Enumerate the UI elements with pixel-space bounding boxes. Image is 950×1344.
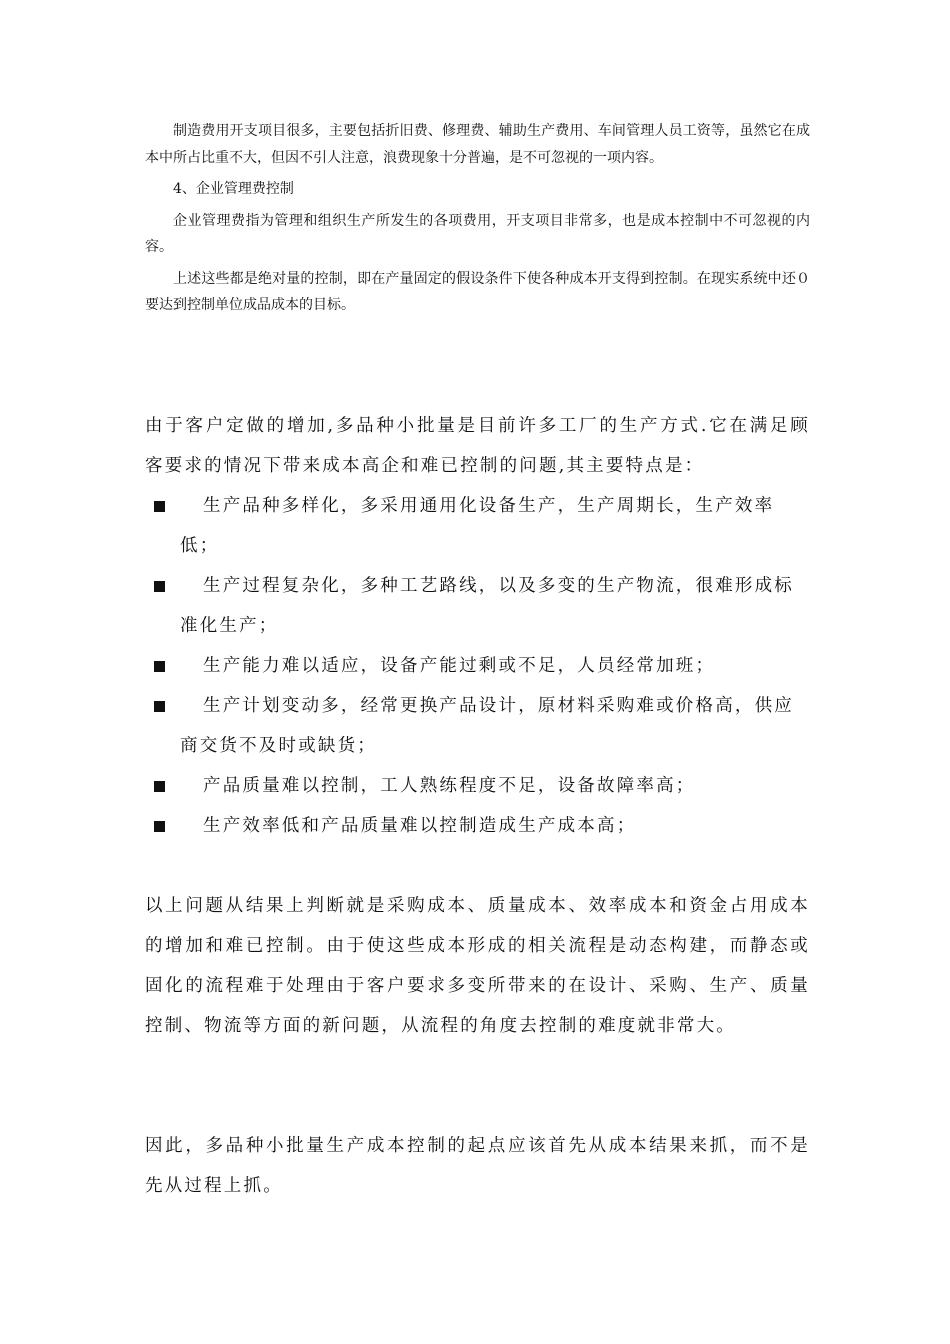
- problems-paragraph-block: [145, 886, 810, 1046]
- square-bullet-icon: [154, 701, 165, 712]
- list-item: 生产计划变动多，经常更换产品设计，原材料采购难或价格高，供应商交货不及时或缺货；: [145, 686, 810, 766]
- feature-bullet-list: [145, 486, 810, 846]
- absolute-control-paragraph: 上述这些都是绝对量的控制，即在产量固定的假设条件下使各种成本开支得到控制。在现实系统中还０要达到控制单位成品成本的目标。: [145, 270, 810, 313]
- cost-control-section: [145, 118, 810, 319]
- intro-paragraph: 由于客户定做的增加,多品种小批量是目前许多工厂的生产方式.它在满足顾客要求的情况下带来成本高企和难已控制的问题,其主要特点是：: [145, 416, 810, 476]
- square-bullet-icon: [154, 661, 165, 672]
- section-heading: 4、企业管理费控制: [173, 181, 294, 197]
- list-item: 生产能力难以适应，设备产能过剩或不足，人员经常加班；: [145, 646, 810, 686]
- management-cost-paragraph: 企业管理费指为管理和组织生产所发生的各项费用，开支项目非常多，也是成本控制中不可忽视的内容。: [145, 212, 810, 255]
- square-bullet-icon: [154, 781, 165, 792]
- conclusion-paragraph: 因此，多品种小批量生产成本控制的起点应该首先从成本结果来抓，而不是先从过程上抓。: [145, 1136, 810, 1196]
- list-item: 生产品种多样化，多采用通用化设备生产，生产周期长，生产效率低；: [145, 486, 810, 566]
- square-bullet-icon: [154, 821, 165, 832]
- square-bullet-icon: [154, 581, 165, 592]
- list-item: 产品质量难以控制，工人熟练程度不足，设备故障率高；: [145, 766, 810, 806]
- list-item: 生产效率低和产品质量难以控制造成生产成本高；: [145, 806, 810, 846]
- list-item: 生产过程复杂化，多种工艺路线，以及多变的生产物流，很难形成标准化生产；: [145, 566, 810, 646]
- square-bullet-icon: [154, 501, 165, 512]
- intro-paragraph-block: [145, 406, 810, 486]
- problems-paragraph: 以上问题从结果上判断就是采购成本、质量成本、效率成本和资金占用成本的增加和难已控制。由于使这些成本形成的相关流程是动态构建，而静态或固化的流程难于处理由于客户要求多变所带来的在设计、采购、生产、质量控制、物流等方面的新问题，从流程的角度去控制的难度就非常大。: [145, 896, 810, 1036]
- manufacturing-cost-paragraph: 制造费用开支项目很多，主要包括折旧费、修理费、辅助生产费用、车间管理人员工资等，虽然它在成本中所占比重不大，但因不引人注意，浪费现象十分普遍，是不可忽视的一项内容。: [145, 123, 810, 166]
- conclusion-paragraph-block: [145, 1126, 810, 1206]
